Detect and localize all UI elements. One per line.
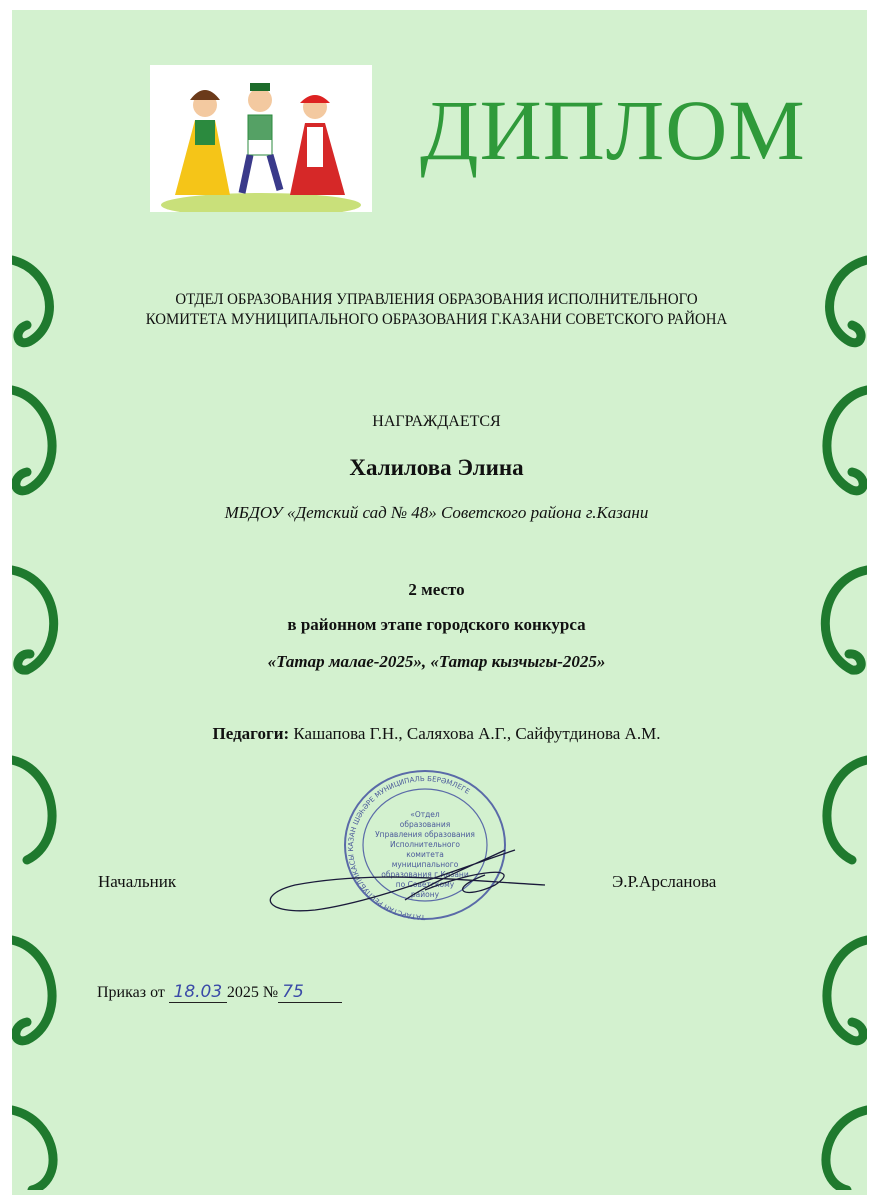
stamp-line: району bbox=[410, 890, 440, 899]
teachers-label: Педагоги: bbox=[212, 724, 290, 743]
order-number: 75 bbox=[278, 982, 342, 1003]
right-ornament bbox=[807, 240, 867, 1190]
stamp-line: Исполнительного bbox=[389, 840, 461, 849]
stamp-line: комитета bbox=[406, 850, 444, 859]
chief-name: Э.Р.Арсланова bbox=[612, 872, 717, 891]
signature bbox=[255, 830, 555, 920]
stamp-ring-line: ТАТАРСТАН РЕСПУБЛИКАСЫ КАЗАН ШӘҺӘРЕ МУНИЦИПАЛЬ БЕРӘМЛЕГЕ bbox=[347, 774, 472, 922]
stamp-line: по Советскому bbox=[395, 880, 455, 889]
order-line bbox=[97, 982, 342, 1003]
teachers bbox=[0, 724, 873, 744]
stamp-line: «Отдел bbox=[410, 810, 440, 819]
dancing-children-illustration bbox=[150, 65, 372, 212]
stamp-line: муниципального bbox=[391, 860, 459, 869]
chief-label: Начальник bbox=[98, 872, 177, 891]
order-year: 2025 № bbox=[226, 984, 279, 1001]
contest-name: «Татар малае-2025», «Татар кызчыгы-2025» bbox=[267, 652, 606, 671]
department-line: ОТДЕЛ ОБРАЗОВАНИЯ УПРАВЛЕНИЯ ОБРАЗОВАНИЯ ИСПОЛНИТЕЛЬНОГО bbox=[175, 291, 698, 308]
issuing-department bbox=[31, 290, 843, 330]
recipient-name: Халилова Элина bbox=[349, 455, 524, 480]
order-prefix: Приказ от bbox=[97, 984, 165, 1001]
contest-stage: в районном этапе городского конкурса bbox=[287, 615, 586, 634]
stamp-line: образования г.Казани bbox=[381, 870, 469, 879]
recipient-organization: МБДОУ «Детский сад № 48» Советского района г.Казани bbox=[224, 503, 649, 522]
awarded-label: НАГРАЖДАЕТСЯ bbox=[372, 413, 501, 430]
stamp-line: образования bbox=[399, 820, 451, 829]
diploma-title: ДИПЛОМ bbox=[420, 82, 806, 178]
order-date: 18.03 bbox=[169, 982, 227, 1003]
place-awarded: 2 место bbox=[408, 580, 465, 599]
department-line: КОМИТЕТА МУНИЦИПАЛЬНОГО ОБРАЗОВАНИЯ Г.КАЗАНИ СОВЕТСКОГО РАЙОНА bbox=[145, 311, 728, 328]
teachers-names: Кашапова Г.Н., Саляхова А.Г., Сайфутдинова А.М. bbox=[293, 724, 661, 743]
stamp-line: Управления образования bbox=[375, 830, 475, 839]
diploma-background bbox=[12, 10, 867, 1195]
left-ornament bbox=[12, 240, 72, 1190]
